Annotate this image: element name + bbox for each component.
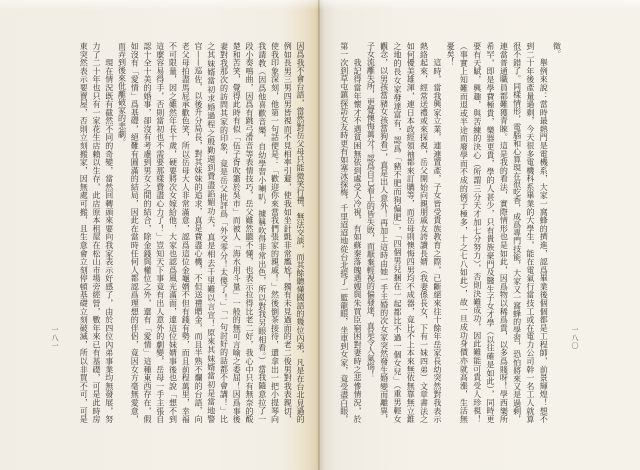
text-column: 第一次到草屯鎮探訪女友時更有如塞冰探梅，千里迢迢地從台北提了一籃龍眼，坐車到女家，竟受盡白眼， xyxy=(339,42,349,423)
text-column-paragraph-start: 我記得當年懷才不遇貧困無依到處受人冷視，有如蘇秦落魄遇嫂與朱買臣窮困對妻時之悲慘情況，於 xyxy=(353,42,363,423)
right-page xyxy=(320,0,640,470)
text-column-paragraph-start: 舉例來說：當時最熱門是電機系，大家一窩蜂的擠進，認爲畢業後個個都是工程師，前景輝煌！想不 xyxy=(539,42,549,423)
page-top-edge xyxy=(320,0,640,10)
text-column: 因爲我不會台語，當然對岳父母只能微笑行禮，無法交談，而其餘聽懂國語的幾位內弟，凡是在台北見過的 xyxy=(296,42,305,423)
text-column: 之其妹婿當初求婚過程之殷勤週到費盡諂媚功夫，真是相去千里難以言宣！原來其妹婿當初是當地警 xyxy=(206,42,216,423)
text-column: 如沒有「愛情」爲基礎，絕難有圓滿的結局，因此在當時任何人都認爲理想的伴侶，竟因女方毫無愛意， xyxy=(130,42,140,423)
text-column: （事實上知難而退或半途而廢學而不成的例子極多，十之七八如此），故一旦成功身價亦就高漲，生活無 xyxy=(459,42,469,423)
text-column-paragraph-end: 而弄到後來仳離破家的悲劇。 xyxy=(117,42,127,146)
page-top-edge xyxy=(0,0,320,10)
text-column: 這麼容易得手，否則當初也不需要那樣費盡心力了！」豈知天下事竟有出人意外的劇變，岳母一手主張自 xyxy=(155,42,165,423)
text-column-paragraph-end: 徵。 xyxy=(552,42,562,58)
text-column: 之地的長女家發達富有，認爲「豬不肥而狗偏肥」，「四個男兒捆在一起都比不過一個女兒」（重男輕女 xyxy=(392,42,402,423)
text-column: 連當普通職員都難獲青睞。這是我的看法，實際情形也是如此，因爲物以稀爲貴，以多爲賤呀！學西樂所 xyxy=(499,42,509,423)
text-column: 到二十年後產量過剩，今天很多電機科系畢業的大學生，能在電氣行當技工或在電力公司幹一名工人就算 xyxy=(525,42,535,423)
text-column: 很不錯了。同樣情形，電腦和心算現在很吃香，成爲專門技能，大家又一窩蜂的學習，恐怕將來又是過剩， xyxy=(512,42,522,423)
text-column: 如何優美雄渾，連日本政經領袖都來訂購等，而岳母則懊悔四男均不成器，竟比不上本來無依無靠無立錐 xyxy=(406,42,416,423)
text-column: 要有天賦，興趣，與苦練的決心（所謂三分天才加七分努力），否則決難成功，因此難能可貴受人珍視！ xyxy=(472,42,482,423)
text-column: 力了二十年也只有一家花生店賴以生存，此店原本租屋在松山市場旁經營，數年來已有基礎，可是此時房 xyxy=(92,42,101,423)
page-number: 一八一 xyxy=(51,326,59,350)
text-column-paragraph-start: 這時，當我興家立業，連連置產，子女皆受貴族教育之際，已斷絕來往十餘年岳家長幼突然對我表示 xyxy=(432,42,442,423)
text-column: 使我印象深刻，他第一句話便是：「歡迎你來當我們張家的親戚！」然後倒茶接待，還拿出一把小提琴向 xyxy=(270,42,280,423)
page-number: 一八〇 xyxy=(571,326,579,350)
text-column: 東突然表示要賣屋，否則立刻搬家，因無處可搬，且生意會立刻停頓基礎立刻破滅，所以非買不可，可是 xyxy=(79,42,89,423)
book-gutter xyxy=(318,0,320,470)
text-column: 老父母拍盡馬屁承歡色笑，所以岳母大人非常滿意，認爲這位金龜婿不但有錢有勢，而且前程萬里，幸福 xyxy=(181,42,191,423)
left-page-text xyxy=(76,42,306,423)
text-column: 官——巡佐，以後升分局長，對其妹妹的追求，真是費盡心機，不但送禮贈金，而且半熟不爛的台語，向 xyxy=(194,42,203,423)
text-column: 段小奏鳴曲，因爲有跳弓滑音等表情技巧，岳父雖然聽不懂，也表示拉得比老二好，我心中只有無奈的酸 xyxy=(245,42,254,423)
text-column: 觀念，以男孩當豬女孩當狗看），真是出人意外！再加上這時由她一手主婚的次女家突然發生婚變而離異， xyxy=(379,42,389,423)
text-column: 妻對我那次的訪問其家的印象，竟是岳父批評爲「外交零分！太傻了！」「一句討好的話都不會講！」比 xyxy=(219,42,229,423)
text-column-paragraph-end: 子女流離失所，更覺懊悔萬分！認爲自己看上的皆失敗，而厭棄輕視的偏發達，真是令人氣惱！ xyxy=(366,42,376,378)
text-column: 例如長男三男四男皆視而不見相率引避，使我如坐針氈非常尷尬！獨有未見過面的老二俊男對我表親切， xyxy=(283,42,293,423)
text-column: 楚和苦笑，覺得此時有似「伍子胥吹簫於吳市」而被人「海水用斗量」一般的無可言喻之委屈！因爲事後 xyxy=(232,42,242,423)
text-column: 希罕，即是學費極貴，樂器更貴，學的人甚少，只有貴族豪門及醫生子女才學（以往確是如此），同時更 xyxy=(486,42,496,423)
text-column: 我請教（因爲他喜歡音樂，自幼學習小喇叭，據稱吹得非常出色，所以對我另眼相看。）當我隨意拉了一 xyxy=(257,42,267,423)
text-column: 認十全十美的婚事，卻沒有考慮到男女之間的結合，除金錢與權位之外，還有「愛情」這種東西存在，假 xyxy=(143,42,152,423)
text-column: 不可限量，因之雖然年長十歲，硬要將次女嫁給他，大家也認爲風光滿面，連這位妹婿事後也說「想不到 xyxy=(168,42,178,423)
text-column-paragraph-end: 憂矣！ xyxy=(446,42,456,66)
right-page-text xyxy=(338,42,564,423)
text-column: 熱絡起來，經常送禮或來探視，岳父開始向親朋戚友誇讚長婿（我妻係長女，下有一妹四弟）文章書法之 xyxy=(419,42,429,423)
text-column-paragraph-start: 現在情況既有截然不同的奇變，當然回轉頭來要向我家表示好感了，由於四位內弟事業均無發展，努 xyxy=(104,42,114,423)
